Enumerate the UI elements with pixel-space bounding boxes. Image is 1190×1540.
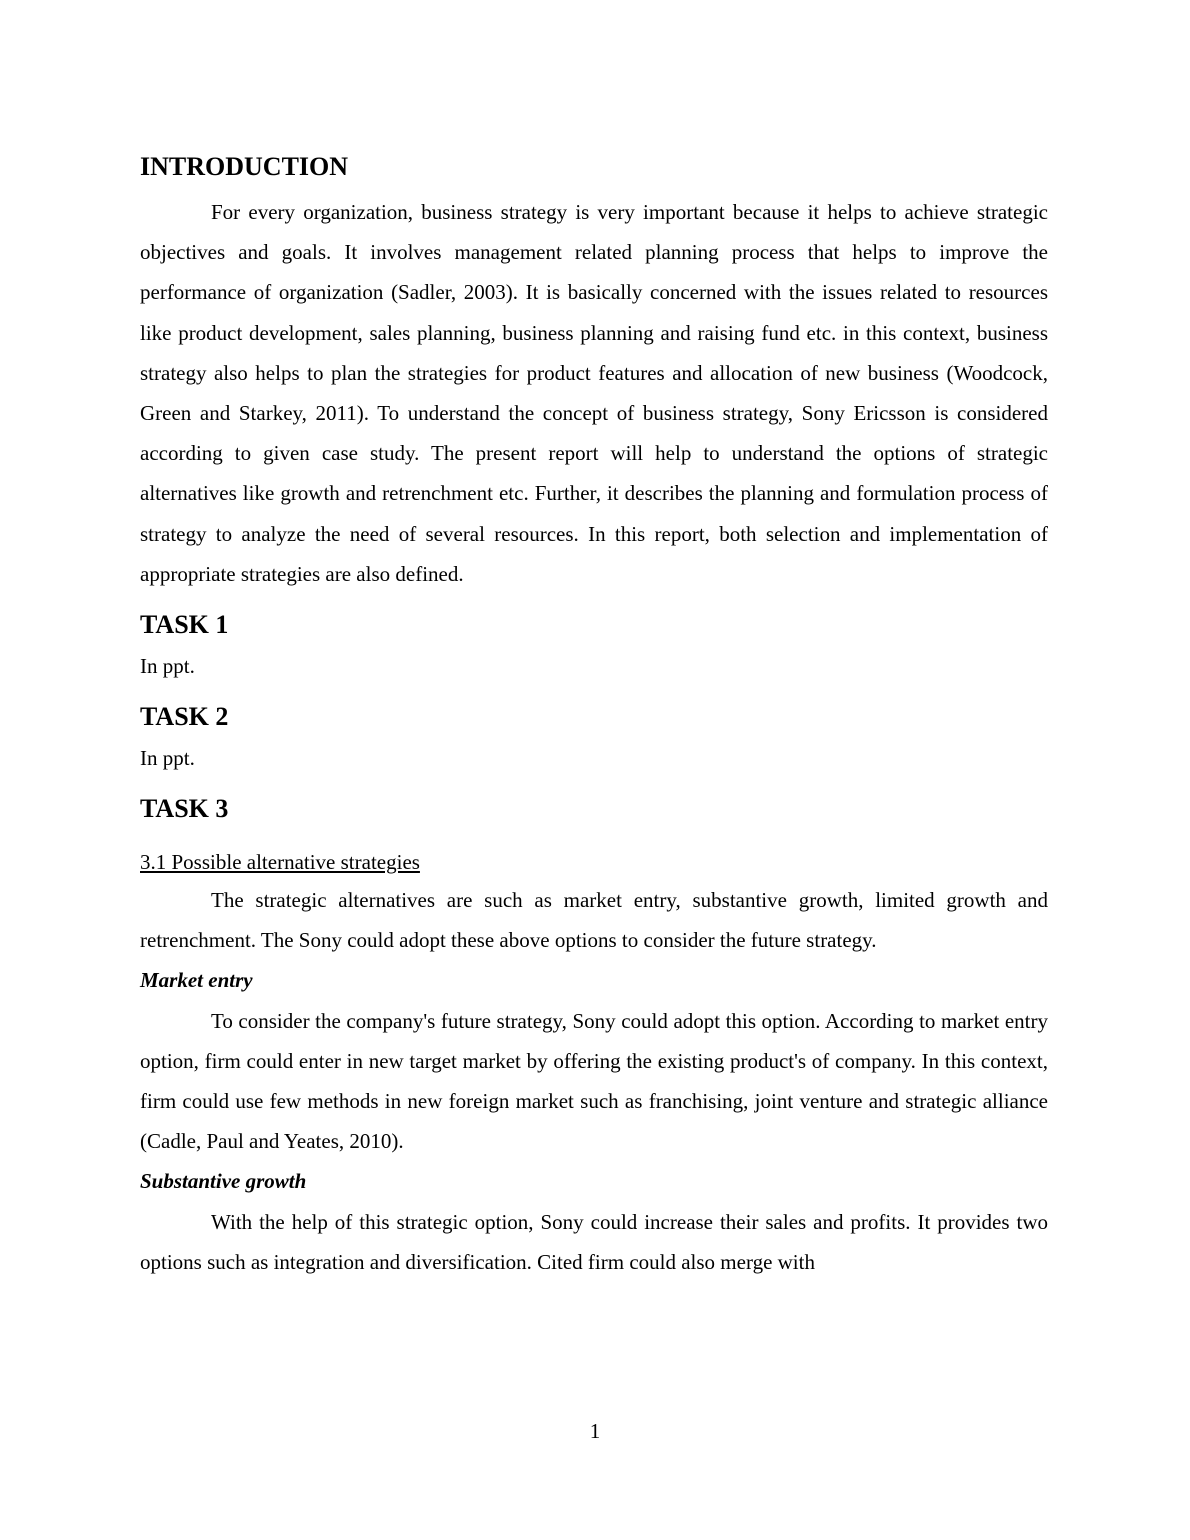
substantive-growth-paragraph: With the help of this strategic option, Sony could increase their sales and profits. It provides two options such as integration and diversification. Cited firm could also merge with [140, 1209, 1048, 1274]
task1-heading: TASK 1 [140, 610, 229, 640]
task1-body: In ppt. [140, 654, 195, 679]
market-entry-paragraph: To consider the company's future strategy, Sony could adopt this option. According to market entry option, firm could enter in new target market by offering the existing product's of company. In this context, firm could use few methods in new foreign market such as franchising, joint venture and strategic alliance (Cadle, Paul and Yeates, 2010). [140, 1008, 1048, 1154]
page-number: 1 [589, 1419, 601, 1443]
page-content [140, 148, 1048, 1282]
subsection-title-3-1: 3.1 Possible alternative strategies [140, 850, 420, 875]
substantive-growth-heading: Substantive growth [140, 1169, 307, 1194]
task3-heading: TASK 3 [140, 794, 229, 824]
introduction-paragraph: For every organization, business strategy is very important because it helps to achieve strategic objectives and goals. It involves management related planning process that helps to improve the performance of organization (Sadler, 2003). It is basically concerned with the issues related to resources like product development, sales planning, business planning and raising fund etc. in this context, business strategy also helps to plan the strategies for product features and allocation of new business (Woodcock, Green and Starkey, 2011). To understand the concept of business strategy, Sony Ericsson is considered according to given case study. The present report will help to understand the options of strategic alternatives like growth and retrenchment etc. Further, it describes the planning and formulation process of strategy to analyze the need of several resources. In this report, both selection and implementation of appropriate strategies are also defined. [140, 200, 1048, 586]
task3-intro-paragraph: The strategic alternatives are such as market entry, substantive growth, limited growth and retrenchment. The Sony could adopt these above options to consider the future strategy. [140, 888, 1048, 953]
task2-heading: TASK 2 [140, 702, 229, 732]
task2-body: In ppt. [140, 746, 195, 771]
introduction-heading: INTRODUCTION [140, 152, 349, 181]
market-entry-heading: Market entry [140, 968, 253, 993]
